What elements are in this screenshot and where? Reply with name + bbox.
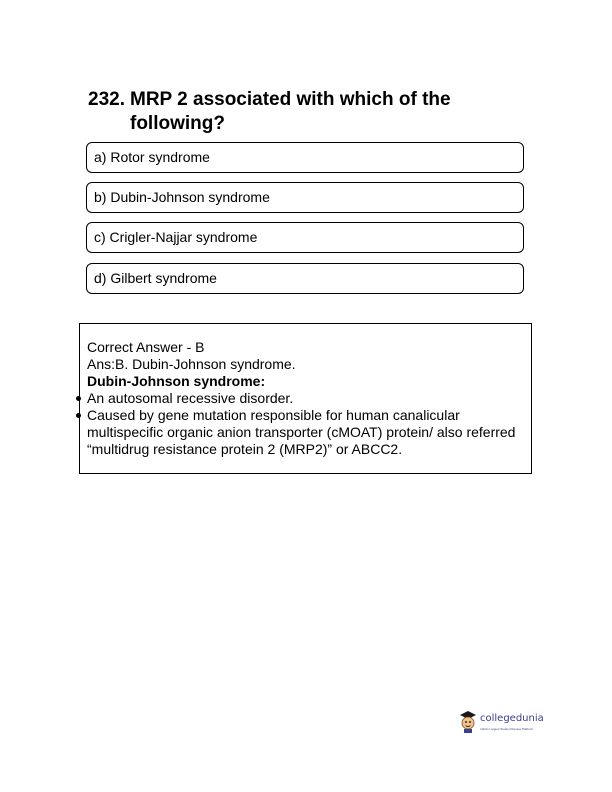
answer-box <box>79 323 532 474</box>
question-number: 232. <box>88 89 125 110</box>
logo-tagline: India's Largest Student Review Platform <box>480 727 534 731</box>
answer-line: Ans:B. Dubin-Johnson syndrome. <box>87 356 296 372</box>
explanation-heading: Dubin-Johnson syndrome: <box>87 373 266 389</box>
bullet-icon <box>76 396 81 401</box>
explanation-bullet <box>87 407 525 458</box>
collegedunia-logo <box>458 708 570 744</box>
correct-answer: Correct Answer - B <box>87 339 205 355</box>
option-a[interactable]: a) Rotor syndrome <box>86 142 524 173</box>
bullet-text: Caused by gene mutation responsible for human canalicular multispecific organic anion transporter (cMOAT) protein/ also referred “multidrug resistance protein 2 (MRP2)” or ABCC2. <box>87 407 516 457</box>
option-d[interactable]: d) Gilbert syndrome <box>86 263 524 294</box>
mascot-icon <box>458 708 478 734</box>
explanation-bullet <box>87 390 525 407</box>
logo-name: collegedunia <box>480 713 544 724</box>
bullet-text: An autosomal recessive disorder. <box>87 390 294 406</box>
question-text: MRP 2 associated with which of the following? <box>130 89 451 134</box>
option-c[interactable]: c) Crigler-Najjar syndrome <box>86 222 524 253</box>
option-b[interactable]: b) Dubin-Johnson syndrome <box>86 182 524 213</box>
bullet-icon <box>76 413 81 418</box>
